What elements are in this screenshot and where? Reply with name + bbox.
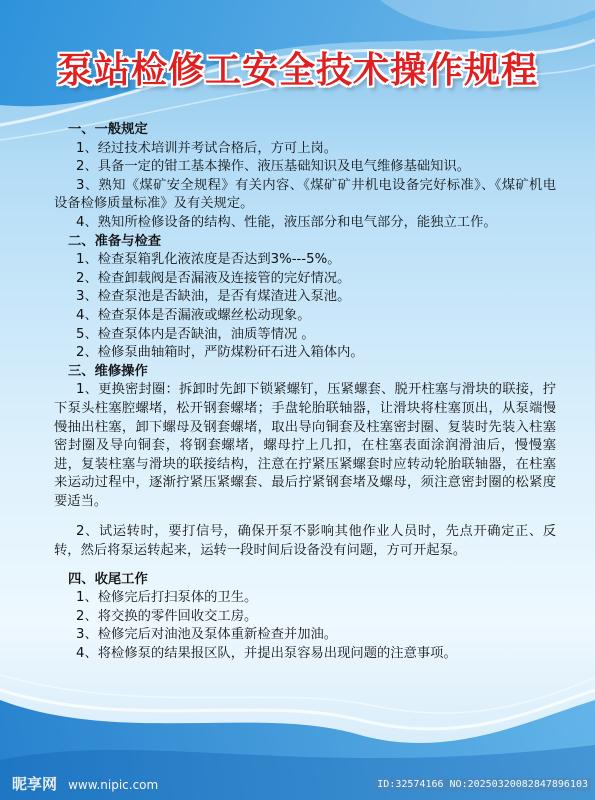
page-title: 泵站检修工安全技术操作规程 [56, 50, 538, 91]
spacer [54, 561, 556, 571]
rule-item: 1、检查泵箱乳化液浓度是否达到3%---5%。 [76, 252, 341, 268]
rule-item: 5、检查泵体内是否缺油，油质等情况 。 [76, 326, 315, 342]
rule-item: 4、熟知所检修设备的结构、性能，液压部分和电气部分，能独立工作。 [76, 214, 497, 230]
rule-item: 2、检修泵曲轴箱时，严防煤粉矸石进入箱体内。 [76, 345, 364, 361]
rule-item: 2、将交换的零件回收交工房。 [76, 608, 258, 624]
rule-item: 3、熟知《煤矿安全规程》有关内容、《煤矿矿井机电设备完好标准》、《煤矿机电设备检修质量标准》及有关规定。 [54, 177, 556, 212]
spacer [54, 511, 556, 523]
section-heading: 二、准备与检查 [68, 233, 162, 249]
section-heading: 三、维修操作 [68, 363, 148, 379]
rule-item: 4、检查泵体是否漏液或螺丝松动现象。 [76, 307, 311, 323]
section-heading: 一、一般规定 [68, 122, 148, 137]
rule-item: 1、经过技术培训并考试合格后，方可上岗。 [76, 140, 338, 156]
image-id-label: ID:32574166 NO:20250320082847896103 [374, 778, 591, 791]
watermark-logo: 昵享网 [12, 775, 58, 793]
rule-item: 1、更换密封圈：拆卸时先卸下锁紧螺钉，压紧螺套、脱开柱塞与滑块的联接，拧下泵头柱塞腔螺堵，松开钢套螺堵；手盘轮胎联轴器，让滑块将柱塞顶出，从泵端慢慢抽出柱塞，卸下螺母及钢套螺堵，取出导向铜套及柱塞密封圈、复装时先装入柱塞密封圈及导向铜套，将钢套螺堵，螺母拧上几扣，在柱塞表面涂润滑油后，慢慢塞进，复装柱塞与滑块的联接结构，注意在拧紧压紧螺套时应转动轮胎联轴器，在柱塞来运动过程中，逐渐拧紧压紧螺套、最后拧紧钢套堵及螺母，须注意密封圈的松紧度要适当。 [54, 382, 556, 509]
section-heading: 四、收尾工作 [68, 571, 148, 587]
rule-item: 3、检查泵池是否缺油，是否有煤渣进入泵池。 [76, 289, 351, 305]
rule-item: 2、试运转时，要打信号，确保开泵不影响其他作业人员时，先点开确定正、反转，然后将泵运转起来，运转一段时间后设备没有问题，方可开起泵。 [54, 524, 556, 559]
watermark-url: www.nipic.com [68, 778, 159, 792]
rule-item: 2、具备一定的钳工基本操作、液压基础知识及电气维修基础知识。 [76, 159, 471, 175]
rule-item: 1、检修完后打扫泵体的卫生。 [76, 590, 258, 606]
watermark [12, 773, 158, 794]
rule-item: 3、检修完后对油池及泵体重新检查并加油。 [76, 627, 338, 643]
rule-item: 2、检查卸载阀是否漏液及连接管的完好情况。 [76, 270, 351, 286]
regulation-body [54, 121, 556, 664]
rule-item: 4、将检修泵的结果报区队，并提出泵容易出现问题的注意事项。 [76, 646, 457, 662]
